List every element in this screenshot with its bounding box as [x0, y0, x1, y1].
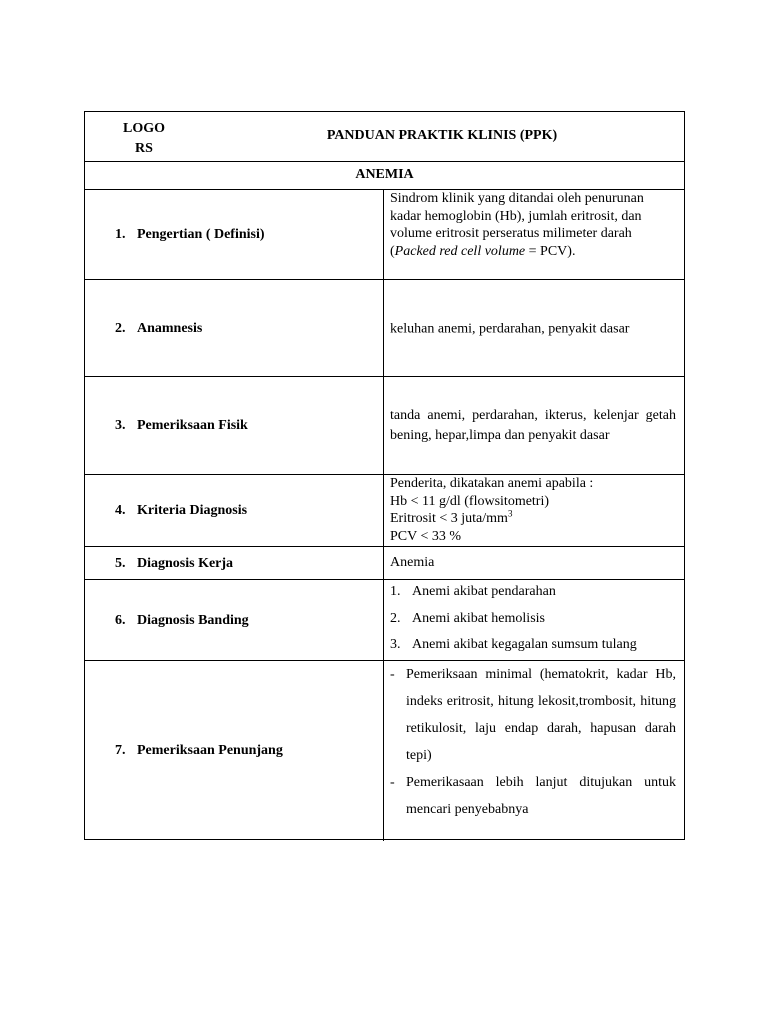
list-text: Anemi akibat pendarahan: [412, 584, 556, 599]
row-label-text: Diagnosis Kerja: [137, 555, 234, 571]
row-number: 4.: [115, 503, 126, 518]
diagnosis-kerja-text: Anemia: [390, 555, 435, 570]
kriteria-line: Penderita, dikatakan anemi apabila :: [390, 476, 594, 491]
list-number: 1.: [390, 584, 401, 599]
header-row: [85, 112, 684, 161]
row-label-cell: [85, 580, 384, 661]
list-item: [390, 769, 676, 823]
ppk-table: [84, 111, 685, 840]
definition-suffix: = PCV).: [525, 243, 576, 259]
document-title: PANDUAN PRAKTIK KLINIS (PPK): [326, 128, 558, 143]
row-label: [115, 613, 249, 629]
row-label-text: Kriteria Diagnosis: [137, 503, 248, 518]
diagnosis-banding-list: [390, 583, 676, 663]
list-item: [390, 610, 676, 627]
list-number: 2.: [390, 610, 401, 626]
table-row-pemeriksaan-fisik: [85, 376, 684, 475]
kriteria-line: [390, 510, 676, 528]
pemeriksaan-fisik-text: tanda anemi, perdarahan, ikterus, kelenjar getah bening, hepar,limpa dan penyakit dasar: [390, 408, 676, 443]
row-label-text: Pemeriksaan Fisik: [137, 418, 248, 433]
row-label: [115, 503, 247, 519]
table-row-diagnosis-banding: [85, 579, 684, 661]
definition-italic: Packed red cell volume: [394, 243, 526, 259]
row-label-cell: [85, 661, 384, 841]
topic-row: [85, 161, 684, 190]
row-label-text: Pengertian ( Definisi): [137, 227, 265, 242]
row-label-text: Pemeriksaan Penunjang: [137, 743, 283, 758]
definition-prefix: Sindrom klinik yang ditandai oleh penurunan kadar hemoglobin (Hb), jumlah eritrosit, dan volume eritrosit perseratus milimeter darah (: [390, 191, 644, 259]
row-label: [115, 556, 233, 572]
row-number: 5.: [115, 555, 126, 571]
row-number: 7.: [115, 743, 126, 758]
row-label: [115, 418, 248, 434]
row-content-cell: [384, 547, 684, 580]
list-text: Anemi akibat hemolisis: [412, 610, 545, 626]
row-content-cell: [384, 190, 684, 280]
row-label-cell: [85, 475, 384, 547]
kriteria-line: Hb < 11 g/dl (flowsitometri): [390, 493, 550, 509]
row-number: 3.: [115, 418, 126, 433]
list-item: [390, 583, 676, 600]
row-content-cell: [384, 580, 684, 661]
logo-text-line2: RS: [135, 141, 153, 156]
superscript: 3: [507, 508, 513, 519]
row-label: [115, 743, 283, 759]
list-item: [390, 661, 676, 769]
list-text: Pemeriksaan minimal (hematokrit, kadar Hb, indeks eritrosit, hitung lekosit,trombosit, hitung retikulosit, laju endap darah, hapusan darah tepi): [406, 667, 676, 763]
table-row-anamnesis: [85, 279, 684, 377]
bullet-dash: -: [390, 775, 395, 790]
row-content-cell: [384, 475, 684, 547]
list-text: Pemerikasaan lebih lanjut ditujukan untuk mencari penyebabnya: [406, 775, 676, 817]
kriteria-line: PCV < 33 %: [390, 528, 462, 544]
row-content-cell: [384, 377, 684, 475]
row-content-cell: [384, 280, 684, 377]
row-label-cell: [85, 377, 384, 475]
penunjang-list: [390, 661, 676, 823]
definition-text: [390, 190, 674, 260]
row-label-text: Diagnosis Banding: [137, 612, 249, 628]
row-label-cell: [85, 547, 384, 580]
row-number: 2.: [115, 320, 126, 336]
row-label: [115, 227, 265, 243]
table-row-pengertian: [85, 189, 684, 280]
row-label: [115, 321, 202, 337]
row-label-text: Anamnesis: [137, 320, 203, 336]
table-row-kriteria-diagnosis: [85, 474, 684, 547]
topic-title: ANEMIA: [355, 167, 414, 182]
list-text: Anemi akibat kegagalan sumsum tulang: [412, 637, 637, 652]
table-row-diagnosis-kerja: [85, 546, 684, 580]
row-label-cell: [85, 280, 384, 377]
row-label-cell: [85, 190, 384, 280]
list-number: 3.: [390, 637, 401, 652]
row-content-cell: [384, 661, 684, 841]
row-number: 6.: [115, 612, 126, 628]
kriteria-text: [390, 475, 676, 545]
list-item: [390, 636, 676, 653]
bullet-dash: -: [390, 667, 395, 682]
row-number: 1.: [115, 227, 126, 242]
table-row-pemeriksaan-penunjang: [85, 660, 684, 841]
kriteria-line-text: Eritrosit < 3 juta/mm: [390, 511, 508, 526]
anamnesis-text: keluhan anemi, perdarahan, penyakit dasar: [390, 320, 630, 336]
logo-text-line1: LOGO: [122, 121, 165, 136]
